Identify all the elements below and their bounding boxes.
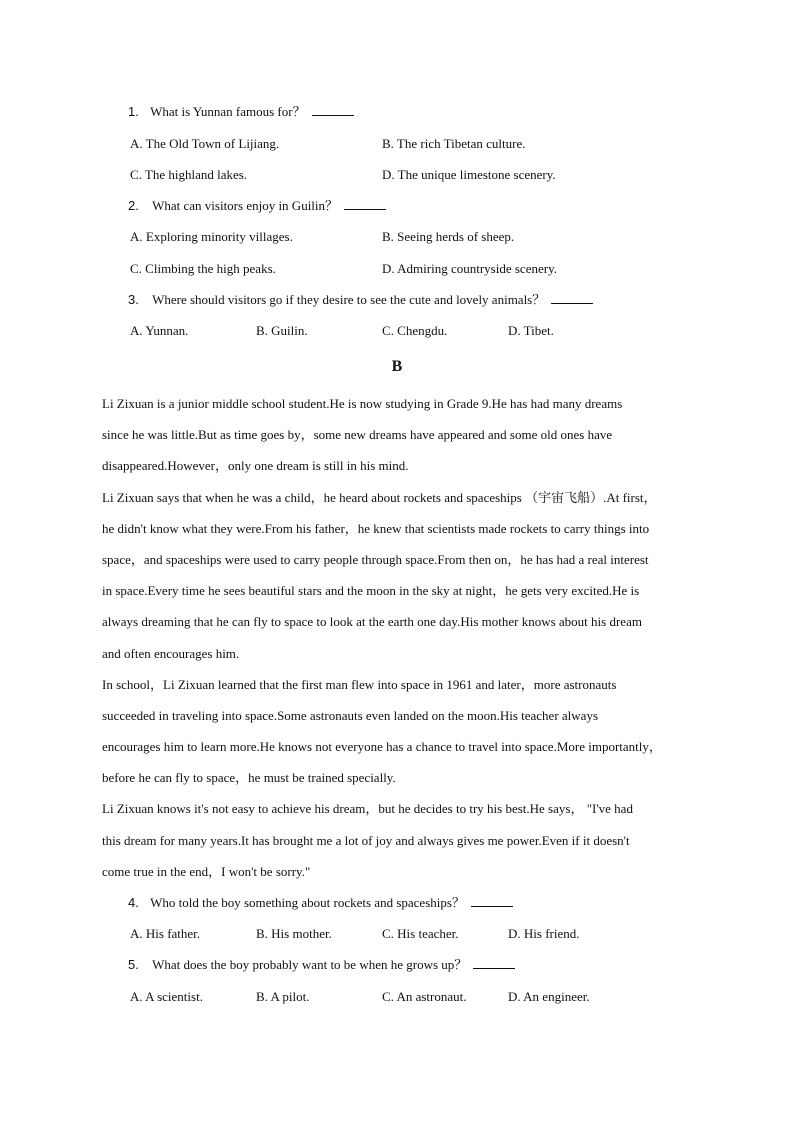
- passage-line: encourages him to learn more.He knows not everyone has a chance to travel into space.More importantly，: [102, 739, 662, 755]
- passage-line: In school，Li Zixuan learned that the first man flew into space in 1961 and later，more astronauts: [102, 676, 617, 692]
- passage-line: succeeded in traveling into space.Some astronauts even landed on the moon.His teacher always: [102, 707, 599, 723]
- question-number: 1.: [128, 104, 139, 119]
- answer-blank[interactable]: [312, 104, 354, 116]
- question-5: [128, 957, 515, 973]
- option-2a: A. Exploring minority villages.: [130, 229, 293, 244]
- passage-line: space，and spaceships were used to carry people through space.From then on，he has had a real interest: [102, 551, 649, 567]
- option-1c: C. The highland lakes.: [130, 167, 248, 182]
- question-1: [128, 104, 354, 120]
- question-text: What does the boy probably want to be when he grows up？: [152, 957, 468, 972]
- passage-line: always dreaming that he can fly to space to look at the earth one day.His mother knows about his dream: [102, 614, 642, 630]
- passage-line: Li Zixuan says that when he was a child，he heard about rockets and spaceships （宇宙飞船）.At first，: [102, 489, 657, 505]
- passage-line: disappeared.However，only one dream is still in his mind.: [102, 458, 409, 474]
- question-text: What can visitors enjoy in Guilin？: [152, 198, 339, 213]
- section-title: B: [391, 358, 403, 375]
- passage-line: Li Zixuan is a junior middle school student.He is now studying in Grade 9.He has had many dreams: [102, 396, 623, 411]
- option-5a: A. A scientist.: [130, 989, 203, 1004]
- option-4c: C. His teacher.: [382, 926, 459, 941]
- option-2d: D. Admiring countryside scenery.: [382, 261, 557, 276]
- question-3: [128, 292, 593, 308]
- option-4d: D. His friend.: [508, 926, 580, 941]
- option-5b: B. A pilot.: [256, 989, 310, 1004]
- question-number: 3.: [128, 292, 139, 307]
- option-4b: B. His mother.: [256, 926, 332, 941]
- passage-line: this dream for many years.It has brought me a lot of joy and always gives me power.Even if it doesn't: [102, 832, 630, 848]
- passage-line: and often encourages him.: [102, 645, 240, 661]
- question-text: Who told the boy something about rockets and spaceships？: [150, 895, 465, 910]
- answer-blank[interactable]: [344, 198, 386, 210]
- option-5d: D. An engineer.: [508, 989, 590, 1004]
- passage-line: before he can fly to space，he must be trained specially.: [102, 770, 396, 786]
- passage-line: in space.Every time he sees beautiful stars and the moon in the sky at night，he gets very excited.He is: [102, 583, 640, 599]
- option-3c: C. Chengdu.: [382, 323, 448, 338]
- option-3a: A. Yunnan.: [130, 323, 189, 338]
- question-text: Where should visitors go if they desire to see the cute and lovely animals？: [152, 292, 546, 307]
- option-2c: C. Climbing the high peaks.: [130, 261, 276, 276]
- passage-line: since he was little.But as time goes by，some new dreams have appeared and some old ones have: [102, 427, 613, 443]
- passage-line: come true in the end，I won't be sorry.": [102, 863, 311, 879]
- option-1b: B. The rich Tibetan culture.: [382, 136, 526, 151]
- question-text: What is Yunnan famous for？: [150, 104, 306, 119]
- option-1a: A. The Old Town of Lijiang.: [130, 136, 280, 151]
- question-2: [128, 198, 386, 214]
- option-3d: D. Tibet.: [508, 323, 554, 338]
- question-number: 5.: [128, 957, 139, 972]
- option-5c: C. An astronaut.: [382, 989, 467, 1004]
- passage: [102, 396, 702, 895]
- option-4a: A. His father.: [130, 926, 201, 941]
- option-3b: B. Guilin.: [256, 323, 308, 338]
- answer-blank[interactable]: [473, 957, 515, 969]
- passage-line: he didn't know what they were.From his father，he knew that scientists made rockets to carry things into: [102, 520, 650, 536]
- option-2b: B. Seeing herds of sheep.: [382, 229, 515, 244]
- answer-blank[interactable]: [551, 292, 593, 304]
- option-1d: D. The unique limestone scenery.: [382, 167, 556, 182]
- question-number: 2.: [128, 198, 139, 213]
- answer-blank[interactable]: [471, 895, 513, 907]
- question-4: [128, 895, 513, 911]
- passage-line: Li Zixuan knows it's not easy to achieve his dream，but he decides to try his best.He says， "I've had: [102, 801, 633, 817]
- question-number: 4.: [128, 895, 139, 910]
